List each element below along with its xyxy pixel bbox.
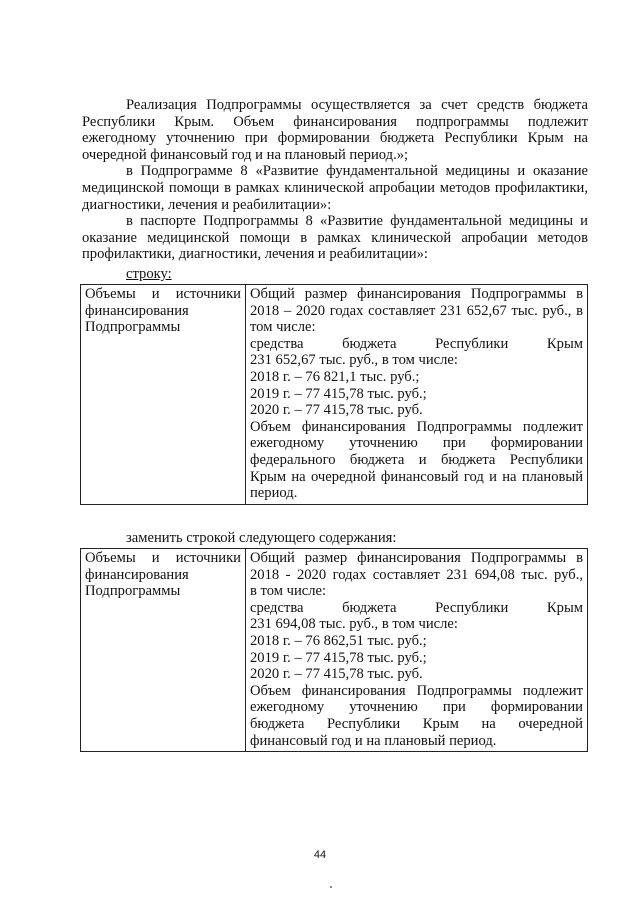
right-line: 2020 г. – 77 415,78 тыс. руб. [250, 402, 423, 419]
intro-section [82, 97, 588, 263]
right-line: Объем финансирования Подпрограммы подлежит [250, 682, 583, 699]
table-old-row [80, 284, 588, 505]
right-line: том числе: [250, 319, 316, 336]
paragraph-subprogram-8: в Подпрограмме 8 «Развитие фундаментальной медицины и оказание медицинской помощи в рамках клинической апробации методов профилактики, диагностики, лечения и реабилитации»: [82, 163, 588, 213]
right-line: Общий размер финансирования Подпрограммы в [250, 550, 583, 566]
right-line: 231 652,67 тыс. руб., в том числе: [250, 352, 458, 369]
page-number: 44 [313, 849, 327, 861]
right-line: 2019 г. – 77 415,78 тыс. руб.; [250, 385, 427, 402]
replace-label: заменить строкой следующего содержания: [126, 530, 397, 546]
right-line: Общий размер финансирования Подпрограммы в [250, 286, 583, 302]
right-line: бюджета Республики Крым на очередной [250, 715, 583, 732]
right-line: 2018 - 2020 годах составляет 231 694,08 тыс. руб., [250, 566, 583, 583]
right-line: 2020 г. – 77 415,78 тыс. руб. [250, 666, 423, 683]
scan-speck [330, 886, 332, 888]
right-line: 2018 г. – 76 821,1 тыс. руб.; [250, 368, 420, 385]
left-line: Подпрограммы [85, 583, 181, 600]
table-right-cell [246, 549, 588, 752]
right-line: 2019 г. – 77 415,78 тыс. руб.; [250, 649, 427, 666]
right-line: 2018 – 2020 годах составляет 231 652,67 тыс. руб., в [250, 302, 583, 319]
right-line: средства бюджета Республики Крым [250, 599, 583, 616]
right-line: 2018 г. – 76 862,51 тыс. руб.; [250, 632, 427, 649]
right-line: 231 694,08 тыс. руб., в том числе: [250, 616, 458, 633]
left-line: Подпрограммы [85, 319, 181, 336]
left-line: Объемы и источники [85, 286, 241, 302]
left-line: Объемы и источники [85, 550, 241, 566]
row-label: строку: [126, 266, 172, 282]
right-line: период. [250, 485, 298, 502]
left-line: финансирования [85, 566, 189, 583]
paragraph-passport: в паспорте Подпрограммы 8 «Развитие фундаментальной медицины и оказание медицинской помощи в рамках клинической апробации методов профилактики, диагностики, лечения и реабилитации»: [82, 213, 588, 263]
table-row [81, 285, 588, 505]
right-line: Крым на очередной финансовый год и на плановый [250, 468, 583, 485]
table-right-cell [246, 285, 588, 505]
table-new-row [80, 548, 588, 752]
table-left-cell [81, 285, 246, 505]
table-row [81, 549, 588, 752]
right-line: средства бюджета Республики Крым [250, 335, 583, 352]
right-line: ежегодному уточнению при формировании [250, 699, 583, 716]
table-left-cell [81, 549, 246, 752]
paragraph-financing: Реализация Подпрограммы осуществляется за счет средств бюджета Республики Крым. Объем финансирования подпрограммы подлежит ежегодному уточнению при формировании бюджета Республики Крым на очередной финансовый год и на плановый период.»; [82, 97, 588, 163]
right-line: ежегодному уточнению при формировании [250, 435, 583, 452]
right-line: федерального бюджета и бюджета Республики [250, 451, 583, 468]
right-line: Объем финансирования Подпрограммы подлежит [250, 418, 583, 435]
left-line: финансирования [85, 302, 189, 319]
right-line: финансовый год и на плановый период. [250, 732, 497, 749]
right-line: в том числе: [250, 583, 327, 600]
